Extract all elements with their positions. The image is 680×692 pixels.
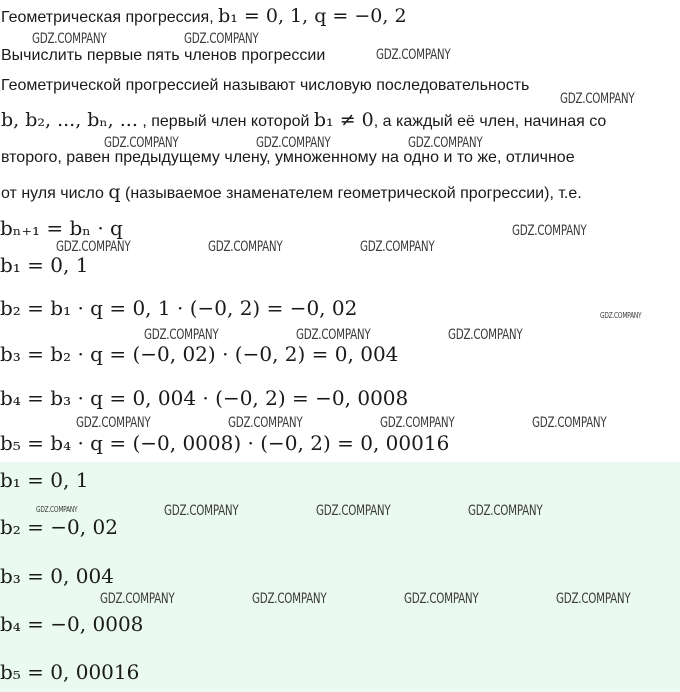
def-text-c: от нуля число xyxy=(1,185,109,202)
watermark: GDZ.COMPANY xyxy=(360,239,435,255)
watermark: GDZ.COMPANY xyxy=(316,503,391,519)
def-text-a: , первый член которой xyxy=(137,113,314,130)
watermark: GDZ.COMPANY xyxy=(468,503,543,519)
watermark: GDZ.COMPANY xyxy=(144,327,219,343)
solution-step-2: b₂ = b₁ · q = 0, 1 · (−0, 2) = −0, 02 xyxy=(0,296,358,320)
solution-step-4: b₄ = b₃ · q = 0, 004 · (−0, 2) = −0, 0008 xyxy=(0,386,409,410)
definition-line-4 xyxy=(1,182,582,204)
watermark: GDZ.COMPANY xyxy=(556,591,631,607)
watermark: GDZ.COMPANY xyxy=(56,239,131,255)
solution-step-3: b₃ = b₂ · q = (−0, 02) · (−0, 2) = 0, 004 xyxy=(0,342,399,366)
solution-step-1: b₁ = 0, 1 xyxy=(0,253,89,277)
def-text-b: , а каждый её член, начиная со xyxy=(373,113,607,130)
title-math: b₁ = 0, 1, q = −0, 2 xyxy=(218,5,407,27)
watermark: GDZ.COMPANY xyxy=(208,239,283,255)
answer-1: b₁ = 0, 1 xyxy=(0,468,89,492)
watermark: GDZ.COMPANY xyxy=(296,327,371,343)
watermark: GDZ.COMPANY xyxy=(560,91,635,107)
watermark: GDZ.COMPANY xyxy=(100,591,175,607)
definition-line-2 xyxy=(1,110,606,132)
watermark: GDZ.COMPANY xyxy=(448,327,523,343)
definition-line-3: второго, равен предыдущему члену, умноженному на одно и то же, отличное xyxy=(1,149,575,166)
watermark: GDZ.COMPANY xyxy=(532,415,607,431)
watermark: GDZ.COMPANY xyxy=(252,591,327,607)
watermark: GDZ.COMPANY xyxy=(408,135,483,151)
task-text: Вычислить первые пять членов прогрессии xyxy=(1,47,326,64)
answer-3: b₃ = 0, 004 xyxy=(0,564,114,588)
watermark: GDZ.COMPANY xyxy=(76,415,151,431)
definition-line-1: Геометрической прогрессией называют числовую последовательность xyxy=(1,77,530,94)
watermark: GDZ.COMPANY xyxy=(228,415,303,431)
watermark: GDZ.COMPANY xyxy=(600,311,642,320)
answer-5: b₅ = 0, 00016 xyxy=(0,660,140,684)
recurrence-formula: bₙ₊₁ = bₙ · q xyxy=(0,216,123,240)
watermark: GDZ.COMPANY xyxy=(376,47,451,63)
watermark: GDZ.COMPANY xyxy=(184,31,259,47)
watermark: GDZ.COMPANY xyxy=(380,415,455,431)
answer-2: b₂ = −0, 02 xyxy=(0,515,118,539)
watermark: GDZ.COMPANY xyxy=(36,505,78,514)
watermark: GDZ.COMPANY xyxy=(32,31,107,47)
answer-4: b₄ = −0, 0008 xyxy=(0,612,144,636)
watermark: GDZ.COMPANY xyxy=(104,135,179,151)
sequence-math: b, b₂, ..., bₙ, ... xyxy=(1,109,138,131)
watermark: GDZ.COMPANY xyxy=(404,591,479,607)
watermark: GDZ.COMPANY xyxy=(512,223,587,239)
title-text: Геометрическая прогрессия, xyxy=(1,9,219,26)
watermark: GDZ.COMPANY xyxy=(164,503,239,519)
first-term-math: b₁ ≠ 0 xyxy=(313,109,374,131)
watermark: GDZ.COMPANY xyxy=(256,135,331,151)
solution-step-5: b₅ = b₄ · q = (−0, 0008) · (−0, 2) = 0, 00016 xyxy=(0,431,450,455)
q-symbol: q xyxy=(108,181,121,203)
def-text-d: (называемое знаменателем геометрической прогрессии), т.е. xyxy=(120,185,582,202)
problem-title xyxy=(1,6,407,28)
